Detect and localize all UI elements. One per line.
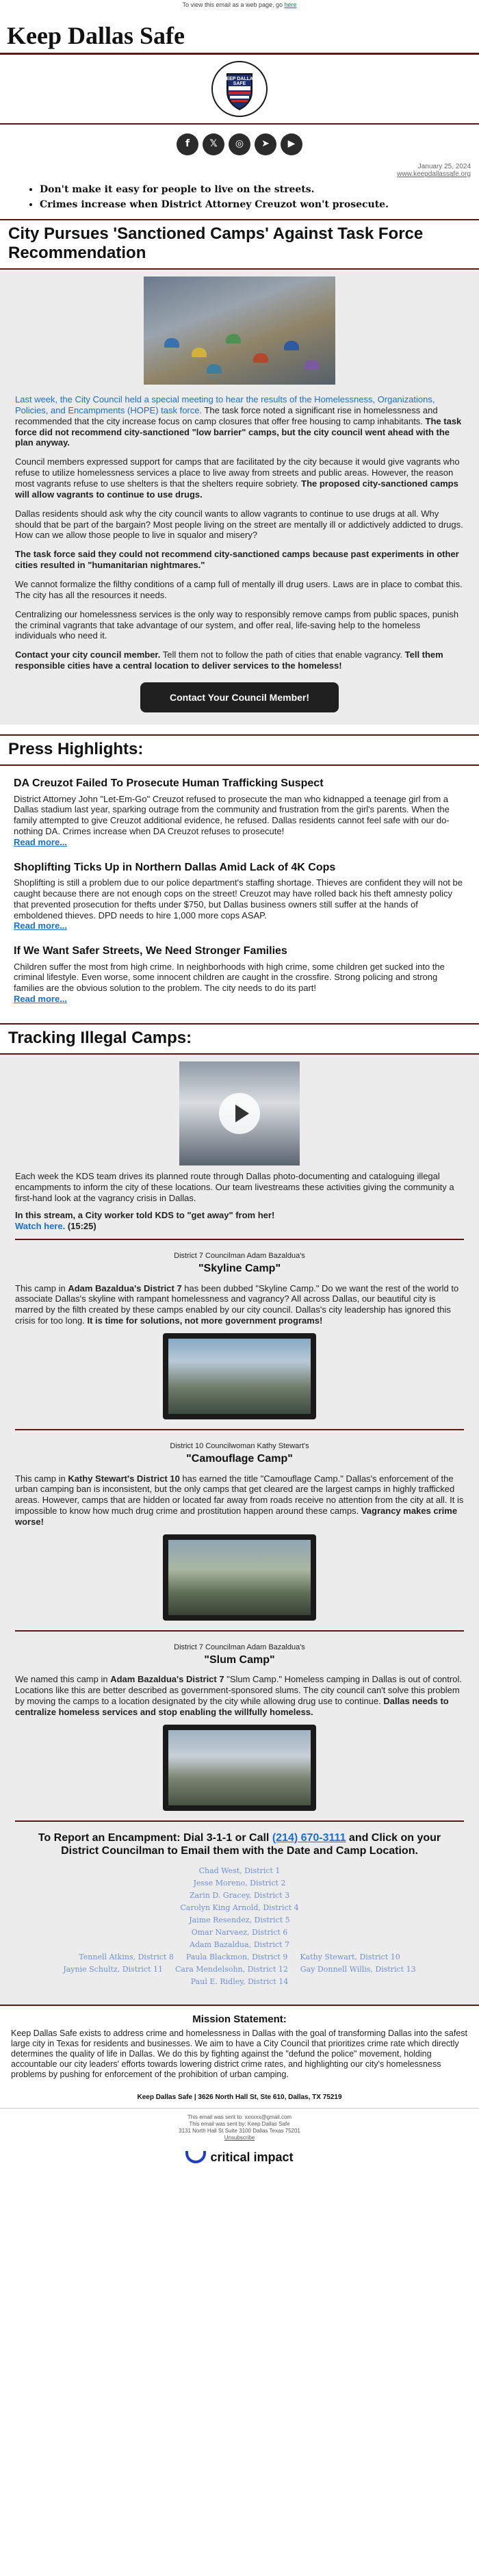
- camp-photo: [163, 1725, 316, 1811]
- camp-subtitle: District 7 Councilman Adam Bazaldua's: [174, 1643, 305, 1651]
- camp-text-2: "Slum Camp." Homeless camping in Dallas is out of control. Locations like this are better described as government-sponsored slums. The city council can't solve this problem by moving the camps to a location designated by the city while allowing drug use to continue.: [15, 1674, 462, 1707]
- logo-divider: [0, 123, 479, 125]
- tracking-section: [0, 1055, 479, 2005]
- camp-text-1: We named this camp in: [15, 1674, 111, 1685]
- lead-paragraph-6: Centralizing our homelessness services is the only way to responsibly remove camps from public spaces, punish the criminal vagrants that take advantage of our system, and offer real, life-saving help to the homeless individuals who need it.: [15, 608, 459, 641]
- council-row: [15, 1951, 464, 1963]
- council-member-link[interactable]: Chad West, District 1: [198, 1866, 281, 1875]
- contact-council-button[interactable]: Contact Your Council Member!: [140, 682, 339, 712]
- lead-story-header: [0, 219, 479, 270]
- council-member-link[interactable]: Zarin D. Gracey, District 3: [189, 1890, 290, 1900]
- lead-p2-text: Council members expressed support for camps that are facilitated by the city because it would give vagrants who refuse to utilize homelessness services a place to live away from streets and public areas. However, the reason most vagrants refuse to use shelters is that the shelters require sobriety.: [15, 456, 460, 489]
- instagram-icon[interactable]: ◎: [229, 133, 250, 155]
- council-member-link[interactable]: Kathy Stewart, District 10: [300, 1952, 400, 1961]
- council-member-link[interactable]: Jesse Moreno, District 2: [193, 1878, 286, 1888]
- email-footer: [0, 2109, 479, 2144]
- lead-p2-bold: The proposed city-sanctioned camps will allow vagrants to continue to use drugs.: [15, 478, 458, 500]
- keep-dallas-safe-logo: [211, 60, 268, 118]
- telegram-icon[interactable]: ➤: [255, 133, 276, 155]
- facebook-icon[interactable]: f: [177, 133, 198, 155]
- camp-photo: [163, 1534, 316, 1621]
- dateline: [0, 160, 479, 179]
- council-member-link[interactable]: Cara Mendelsohn, District 12: [174, 1964, 288, 1974]
- camp-callout: Vagrancy makes crime worse!: [15, 1506, 458, 1528]
- council-member-list: [15, 1862, 464, 1995]
- lead-paragraph-3: Dallas residents should ask why the city council wants to allow vagrants to continue to use drugs at all. Why should that be part of the bargain? Most people living on the street are mentally ill or addictively addicted to drugs. How can we allow those people to live in squalor and misery?: [15, 508, 463, 541]
- lead-paragraph-7: [15, 649, 464, 671]
- lead-p7-bold-2: Tell them responsible cities have a central location to deliver services to the homeless!: [15, 649, 443, 671]
- unsubscribe-link[interactable]: Unsubscribe: [224, 2134, 255, 2141]
- lead-paragraph-4: [15, 549, 464, 571]
- camp-divider: [15, 1820, 464, 1822]
- play-icon[interactable]: [219, 1093, 260, 1134]
- preheader: [0, 0, 479, 11]
- camp-callout: It is time for solutions, not more government programs!: [87, 1315, 323, 1326]
- key-point: • Don't make it easy for people to live on the streets.: [40, 182, 458, 197]
- read-more-link[interactable]: Read more...: [14, 920, 68, 931]
- camp-district: Adam Bazaldua's District 7: [110, 1674, 224, 1685]
- camp-block: [15, 1251, 464, 1419]
- camp-title: "Camouflage Camp": [186, 1453, 293, 1465]
- tracking-intro: Each week the KDS team drives its planned route through Dallas photo-documenting and cataloguing illegal encampments to inform the city of these locations. Our team livestreams these activities giving the community a first-hand look at the vagrancy crisis in Dallas.: [15, 1170, 454, 1203]
- camp-aerial-photo: [144, 276, 335, 385]
- council-member-link[interactable]: Paula Blackmon, District 9: [185, 1952, 288, 1961]
- key-points-list: [0, 179, 479, 219]
- camp-description: [15, 1283, 464, 1326]
- lead-p1-bold: The task force did not recommend city-sanctioned "low barrier" camps, but the city council went ahead with the plan anyway.: [15, 415, 462, 448]
- lead-p7-text: Tell them not to follow the path of cities that enable vagrancy.: [160, 649, 405, 660]
- press-item-title: If We Want Safer Streets, We Need Stronger Families: [14, 945, 287, 957]
- watch-here-link[interactable]: Watch here.: [15, 1221, 66, 1232]
- camp-block: [15, 1441, 464, 1621]
- logo-text-1: KEEP DALLAS: [222, 77, 257, 81]
- mission-statement: [0, 2005, 479, 2085]
- lead-story: [0, 270, 479, 725]
- logo-text-2: SAFE: [233, 81, 246, 86]
- press-item-body: Shoplifting is still a problem due to our police department's staffing shortage. Thieves are confident they will not be caught because there are not enough cops on the street! Creuzot may have rolled back his theft amnesty policy that prevented prosecution for thefts under $750, but Dallas business owners still suffer at the hands of emboldened thieves. DPD needs to hire 1,000 more cops ASAP.: [14, 877, 463, 920]
- camp-photo: [163, 1333, 316, 1419]
- tracking-title: Tracking Illegal Camps:: [8, 1028, 192, 1047]
- lead-p1-text: The task force noted a significant rise in homelessness and recommended that the city increase focus on camp closures that offer free housing to camp inhabitants.: [15, 404, 438, 426]
- lead-paragraph-1: [15, 394, 464, 448]
- video-duration: (15:25): [65, 1221, 96, 1232]
- camp-subtitle: District 10 Councilwoman Kathy Stewart's: [170, 1442, 309, 1451]
- camp-title: "Slum Camp": [204, 1653, 275, 1666]
- press-item-body: District Attorney John "Let-Em-Go" Creuzot refused to prosecute the man who kidnapped a teenage girl from a Dallas stadium last year, sparking outrage from the community and frustration from the girl's parents. When the family attempted to give Creuzot additional evidence, he refused. Dallas residents cannot feel safe with our do-nothing DA. Crimes increase when DA Creuzot refuses to prosecute!: [14, 793, 450, 837]
- read-more-link[interactable]: Read more...: [14, 994, 68, 1005]
- council-row: [15, 1963, 464, 1976]
- mission-title: Mission Statement:: [192, 2013, 287, 2025]
- hope-task-force-link[interactable]: Last week, the City Council held a special meeting to hear the results of the Homelessness, Organizations, Policies, and Encampments (HOPE) task force.: [15, 394, 435, 415]
- footer-recipient: This email was sent to: xxxxxx@gmail.com: [187, 2113, 292, 2120]
- report-encampment-instructions: [15, 1825, 464, 1862]
- camp-description: [15, 1674, 464, 1717]
- video-caption: [15, 1210, 464, 1232]
- critical-impact-logo-icon: [185, 2151, 206, 2163]
- camp-divider: [15, 1239, 464, 1240]
- council-member-link[interactable]: Gay Donnell Willis, District 13: [300, 1964, 416, 1974]
- tracking-header: [0, 1023, 479, 1055]
- council-member-link[interactable]: Omar Narvaez, District 6: [191, 1927, 288, 1937]
- camp-district: Kathy Stewart's District 10: [68, 1473, 180, 1484]
- footer-sender: This email was sent by: Keep Dallas Safe: [189, 2120, 290, 2127]
- council-member-link[interactable]: Jaime Resendez, District 5: [189, 1915, 290, 1924]
- mission-body: Keep Dallas Safe exists to address crime and homelessness in Dallas with the goal of transforming Dallas into the safest large city in Texas for residents and businesses. We aim to have a City Council that prioritizes crime rate which directly determines the quality of life in Dallas. We do this by fighting against the "defund the police" movement, holding accountable our city leaders' efforts towards lowering district crime rates, and highlighting our city's homelessness problems by pushing for enforcement of the prohibition of urban camping.: [11, 2028, 467, 2080]
- report-text-2: and Click on your District Councilman to Email them with the Date and Camp Location.: [61, 1831, 441, 1857]
- press-item: [10, 854, 469, 938]
- camp-district: Adam Bazaldua's District 7: [68, 1283, 182, 1293]
- council-member-link[interactable]: Carolyn King Arnold, District 4: [180, 1903, 299, 1912]
- council-member-link[interactable]: Adam Bazaldua, District 7: [190, 1940, 289, 1949]
- camp-text-2: has earned the title "Camouflage Camp." Dallas's enforcement of the urban camping ban is inconsistent, but the only camps that get cleared are the largest camps in highly trafficked areas. However, camps that are hidden or located far away from roads receive no attention from the city at all. It is impossible to know how much drug crime and prostitution happen around these camps.: [15, 1473, 464, 1517]
- lead-paragraph-2: [15, 456, 464, 500]
- x-icon[interactable]: 𝕏: [203, 133, 224, 155]
- press-header: [0, 734, 479, 766]
- council-member-link[interactable]: Tennell Atkins, District 8: [79, 1952, 174, 1961]
- press-item-title: DA Creuzot Failed To Prosecute Human Trafficking Suspect: [14, 777, 324, 790]
- camp-text-2: has been dubbed "Skyline Camp." Do we want the rest of the world to associate Dallas's skyline with rampant homelessness and vagrancy? All across Dallas, our beautiful city is marred by the filth created by these camps enabled by our city council. Dallas's city leadership has ignored this crisis for too long.: [15, 1283, 459, 1326]
- press-item: [10, 770, 469, 854]
- press-item-body: Children suffer the most from high crime. In neighborhoods with high crime, some children get sucked into the criminal lifestyle. Even worse, some innocent children are caught in the crossfire. Strong policing and strong families are the obvious solution to the problem. The city needs to do its part!: [14, 961, 445, 994]
- press-item: [10, 938, 469, 1011]
- city-phone-link[interactable]: (214) 670-3111: [272, 1831, 346, 1844]
- critical-impact-badge[interactable]: [0, 2144, 479, 2174]
- logo-area: [0, 55, 479, 123]
- camp-title: "Skyline Camp": [198, 1263, 281, 1275]
- camp-description: [15, 1473, 464, 1528]
- lead-paragraph-5: We cannot formalize the filthy conditions of a camp full of mentally ill drug users. Laws are in place to combat this. The city has all the resources it needs.: [15, 579, 463, 600]
- camp-callout: Dallas needs to centralize homeless services and stop enabling the willfully homeless.: [15, 1696, 449, 1718]
- video-caption-bold: In this stream, a City worker told KDS to "get away" from her!: [15, 1210, 275, 1221]
- lead-p7-bold-1: Contact your city council member.: [15, 649, 161, 660]
- view-web-link[interactable]: here: [284, 1, 297, 8]
- lead-story-title: City Pursues 'Sanctioned Camps' Against Task Force Recommendation: [8, 224, 424, 262]
- camp-text-1: This camp in: [15, 1473, 68, 1484]
- key-point: • Crimes increase when District Attorney Creuzot won't prosecute.: [40, 197, 458, 212]
- read-more-link[interactable]: Read more...: [14, 836, 68, 847]
- council-member-link[interactable]: Paul E. Ridley, District 14: [190, 1976, 289, 1986]
- preheader-text: To view this email as a web page, go: [182, 1, 285, 8]
- website-link[interactable]: www.keepdallassafe.org: [397, 170, 471, 178]
- press-highlights: [0, 766, 479, 1018]
- livestream-video-thumbnail[interactable]: [179, 1061, 300, 1165]
- issue-date: January 25, 2024: [417, 163, 471, 170]
- council-member-link[interactable]: Jaynie Schultz, District 11: [63, 1964, 163, 1974]
- report-text-1: To Report an Encampment: Dial 3-1-1 or Call: [38, 1831, 272, 1844]
- press-item-title: Shoplifting Ticks Up in Northern Dallas Amid Lack of 4K Cops: [14, 861, 336, 873]
- press-title: Press Highlights:: [8, 740, 144, 759]
- youtube-icon[interactable]: ▶: [281, 133, 302, 155]
- camp-divider: [15, 1429, 464, 1430]
- lead-p4-bold: The task force said they could not recommend city-sanctioned camps because past experiments in other cities resulted in "humanitarian nightmares.": [15, 549, 459, 571]
- mailing-address: Keep Dallas Safe | 3626 North Hall St, Ste 610, Dallas, TX 75219: [0, 2085, 479, 2109]
- camp-block: [15, 1643, 464, 1811]
- critical-impact-wordmark: critical impact: [210, 2150, 294, 2164]
- camp-text-1: This camp in: [15, 1283, 68, 1293]
- camp-subtitle: District 7 Councilman Adam Bazaldua's: [174, 1252, 305, 1261]
- newsletter-title: Keep Dallas Safe: [7, 22, 185, 49]
- masthead: [0, 11, 479, 55]
- camp-divider: [15, 1630, 464, 1632]
- social-links: [0, 129, 479, 160]
- footer-sender-address: 3131 North Hall St Suite 3100 Dallas Texas 75201: [179, 2127, 300, 2134]
